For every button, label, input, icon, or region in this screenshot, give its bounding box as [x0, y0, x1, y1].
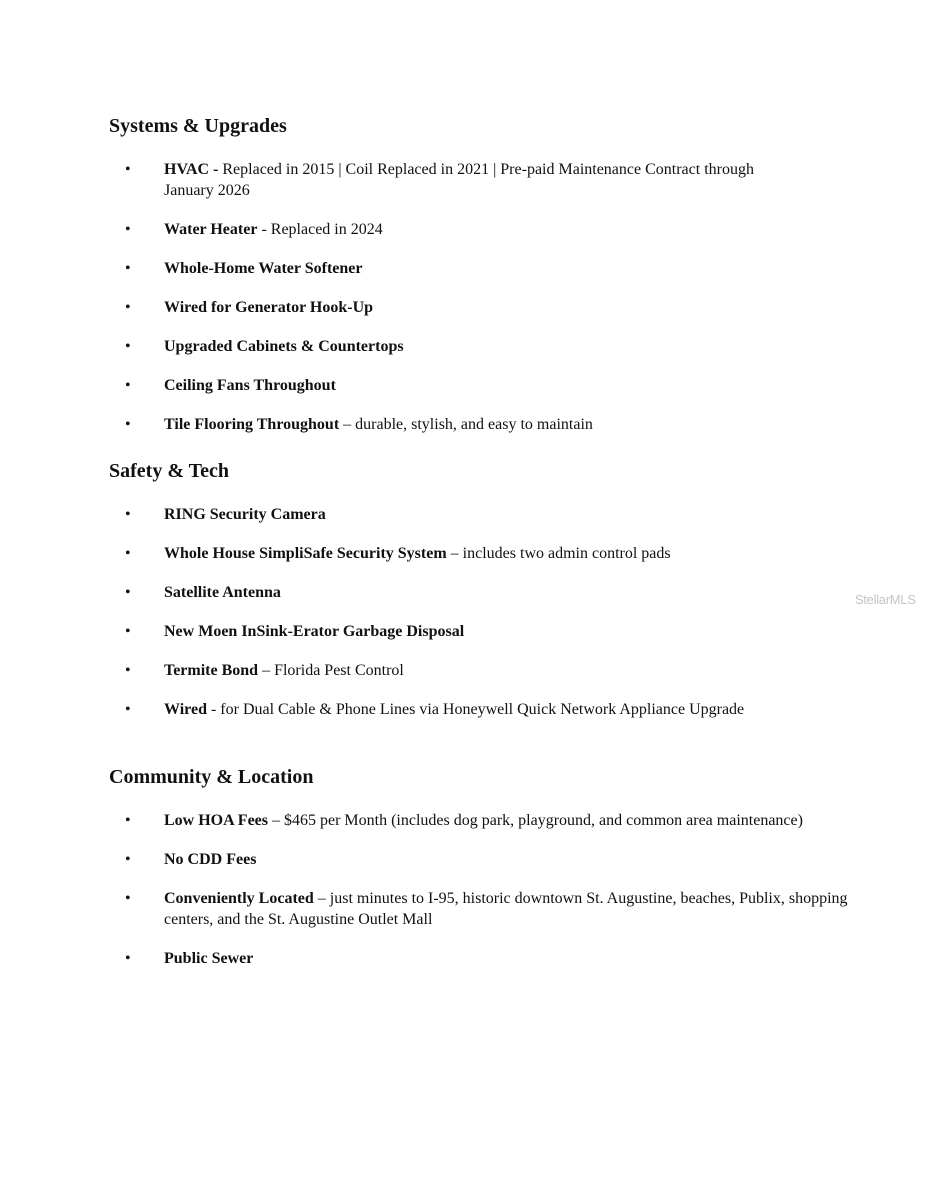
- bullet: •: [125, 416, 131, 433]
- bullet: •: [125, 377, 131, 394]
- section-title: Safety & Tech: [109, 460, 229, 482]
- list-item: [109, 414, 829, 435]
- list-item: [109, 543, 829, 564]
- item-lead: RING Security Camera: [164, 506, 326, 523]
- bullet: •: [125, 851, 131, 868]
- section-community-location: [109, 765, 848, 969]
- bullet: •: [125, 584, 131, 601]
- item-list: [109, 810, 848, 969]
- list-item: [109, 621, 829, 642]
- bullet: •: [125, 812, 131, 829]
- list-item: [109, 258, 829, 279]
- list-item: [109, 660, 829, 681]
- item-lead: New Moen InSink-Erator Garbage Disposal: [164, 623, 465, 640]
- item-lead: Wired: [164, 701, 207, 718]
- bullet: •: [125, 701, 131, 718]
- item-lead: Wired for Generator Hook-Up: [164, 299, 374, 316]
- list-item: [109, 336, 829, 357]
- bullet: •: [125, 662, 131, 679]
- list-item: [109, 810, 854, 831]
- item-text: – just minutes to I-95, historic downtown St. Augustine, beaches, Publix, shopping centers, and the St. Augustine Outlet Mall: [164, 890, 848, 928]
- bullet: •: [125, 506, 131, 523]
- section-title: Systems & Upgrades: [109, 115, 287, 137]
- watermark: StellarMLS: [855, 592, 916, 607]
- list-item: [109, 699, 814, 720]
- item-lead: Termite Bond: [164, 662, 259, 679]
- list-item: [109, 504, 829, 525]
- list-item: [109, 948, 829, 969]
- item-text: – Florida Pest Control: [258, 662, 404, 679]
- item-lead: Satellite Antenna: [164, 584, 281, 601]
- item-lead: Ceiling Fans Throughout: [164, 377, 336, 394]
- item-lead: Tile Flooring Throughout: [164, 416, 340, 433]
- item-lead: Low HOA Fees: [164, 812, 268, 829]
- bullet: •: [125, 950, 131, 967]
- bullet: •: [125, 545, 131, 562]
- bullet: •: [125, 623, 131, 640]
- item-text: - Replaced in 2024: [257, 221, 383, 238]
- bullet: •: [125, 260, 131, 277]
- item-list: [109, 504, 829, 720]
- item-text: – includes two admin control pads: [446, 545, 671, 562]
- bullet: •: [125, 161, 131, 178]
- list-item: [109, 849, 829, 870]
- item-list: [109, 159, 829, 435]
- list-item: [109, 888, 884, 930]
- bullet: •: [125, 221, 131, 238]
- list-item: [109, 582, 829, 603]
- section-title: Community & Location: [109, 766, 314, 788]
- item-lead: Upgraded Cabinets & Countertops: [164, 338, 404, 355]
- list-item: [109, 219, 829, 240]
- list-item: [109, 297, 829, 318]
- item-lead: HVAC -: [164, 161, 219, 178]
- item-lead: Conveniently Located: [164, 890, 314, 907]
- bullet: •: [125, 338, 131, 355]
- list-item: [109, 159, 784, 201]
- item-text: Replaced in 2015 | Coil Replaced in 2021 | Pre-paid Maintenance Contract through January 2026: [164, 161, 754, 199]
- item-text: – $465 per Month (includes dog park, playground, and common area maintenance): [268, 812, 803, 829]
- item-lead: Whole-Home Water Softener: [164, 260, 363, 277]
- list-item: [109, 375, 829, 396]
- item-lead: Public Sewer: [164, 950, 254, 967]
- item-text: – durable, stylish, and easy to maintain: [339, 416, 593, 433]
- bullet: •: [125, 890, 131, 907]
- section-systems-upgrades: [109, 114, 829, 435]
- bullet: •: [125, 299, 131, 316]
- item-lead: No CDD Fees: [164, 851, 257, 868]
- item-lead: Water Heater: [164, 221, 258, 238]
- section-safety-tech: [109, 459, 829, 720]
- item-lead: Whole House SimpliSafe Security System: [164, 545, 447, 562]
- item-text: - for Dual Cable & Phone Lines via Honeywell Quick Network Appliance Upgrade: [206, 701, 745, 718]
